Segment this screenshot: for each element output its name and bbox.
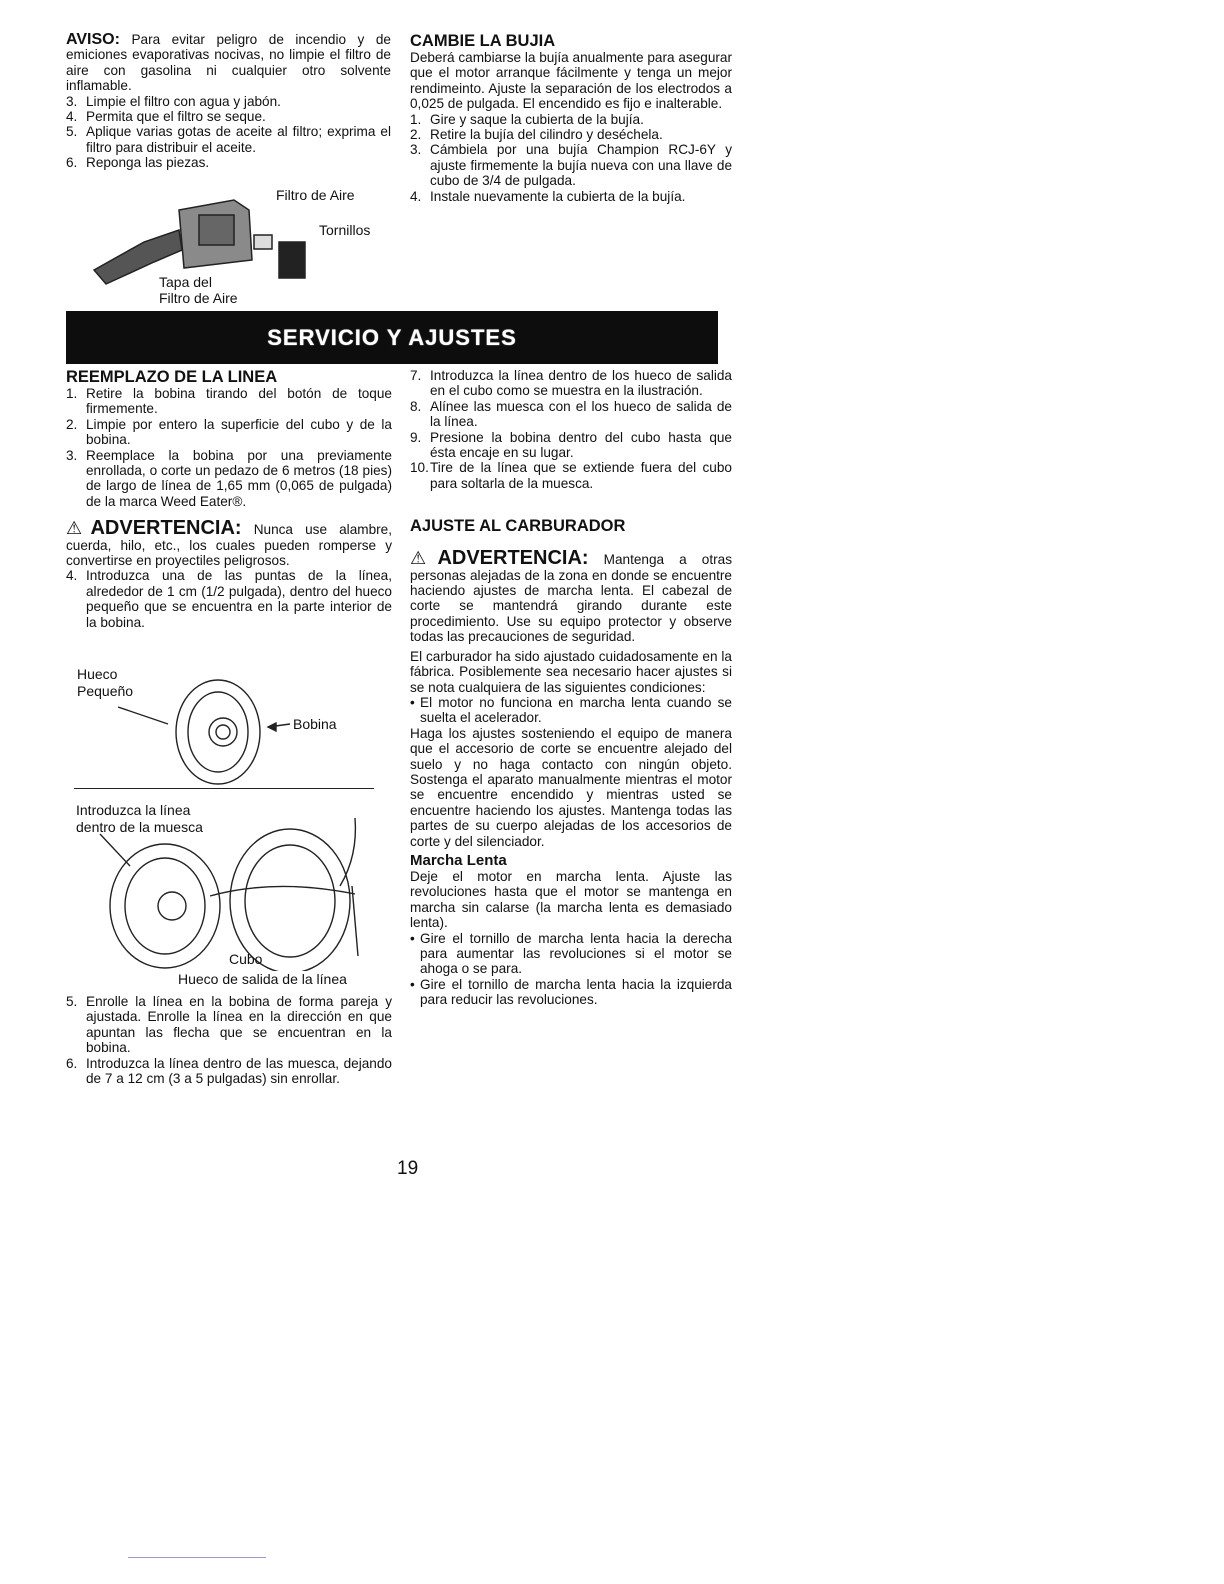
right-top-column [410,32,732,204]
cubo-label: Cubo [229,951,263,967]
reemplazo-step-4 [66,568,392,630]
bujia-intro: Deberá cambiarse la bujía anualmente para asegurar que el motor arranque fácilmente y tenga un mejor rendimeinto. Ajuste la separación de los electrodos a 0,025 de pulgada. El encendido es fijo e inalterable. [410,50,732,112]
hub-spool-illustration [90,816,380,971]
list-item: 3. Limpie el filtro con agua y jabón. [66,93,281,109]
list-item: 4. Introduzca una de las puntas de la línea, alrededor de 1 cm (1/2 pulgada), dentro del hueco pequeño que se encuentra en la parte interior de la bobina. [66,568,392,630]
tornillos-label: Tornillos [319,222,371,238]
hueco-salida-label: Hueco de salida de la línea [178,971,347,987]
marcha-lenta-para: Deje el motor en marcha lenta. Ajuste las revoluciones hasta que el motor se mantenga en marcha sin calarse (la marcha lenta es demasiado lenta). [410,868,732,931]
left-main-column [66,368,392,630]
list-item: 9. Presione la bobina dentro del cubo hasta que ésta encaje en su lugar. [410,429,732,461]
list-item: 1. Retire la bobina tirando del botón de toque firmemente. [66,386,392,417]
hueco-label: Hueco [77,666,118,682]
list-item: • Gire el tornillo de marcha lenta hacia la izquierda para reducir las revoluciones. [410,976,732,1008]
list-item: 6. Reponga las piezas. [66,155,210,171]
reemplazo-steps-b [66,994,392,1086]
list-item: 5. Enrolle la línea en la bobina de forma pareja y ajustada. Enrolle la línea en la dirección en que apuntan las flecha que se encuentran en la bobina. [66,994,392,1056]
list-item: 4. Permita que el filtro se seque. [66,109,266,125]
section-banner [66,311,718,364]
reemplazo-linea-title: REEMPLAZO DE LA LINEA [66,368,278,386]
spool-illustration [118,672,318,792]
bobina-label: Bobina [293,716,337,732]
figure-divider [74,788,374,789]
list-item: 2. Limpie por entero la superficie del cubo y de la bobina. [66,416,392,448]
list-item: • El motor no funciona en marcha lenta cuando se suelta el acelerador. [410,694,732,726]
carb-advertencia-label: ADVERTENCIA: [437,547,589,570]
left-top-column [66,32,391,171]
cambie-bujia-title: CAMBIE LA BUJIA [410,32,556,50]
carb-advertencia-line [410,547,733,645]
ajuste-carburador-title: AJUSTE AL CARBURADOR [410,517,626,536]
list-item: 4. Instale nuevamente la cubierta de la bujía. [410,188,686,204]
banner-title: SERVICIO Y AJUSTES [267,324,517,350]
footer-rule [128,1557,266,1558]
list-item: 1. Gire y saque la cubierta de la bujía. [410,111,644,127]
list-item: 8. Alínee las muesca con el los hueco de salida de la línea. [410,398,732,430]
list-item: 7. Introduzca la línea dentro de los hueco de salida en el cubo como se muestra en la ilustración. [410,368,732,399]
advertencia-text: Nunca use alambre, cuerda, hilo, etc., los cuales pueden romperse y convertirse en proyectiles peligrosos. [66,522,392,569]
filtro-aire-label: Filtro de Aire [276,187,355,203]
aviso-paragraph [66,32,391,94]
right-main-column [410,368,732,1008]
tapa-label-2: Filtro de Aire [159,290,238,306]
carburador-para-1: El carburador ha sido ajustado cuidadosamente en la fábrica. Posiblemente sea necesario hacer ajustes si se nota cualquiera de las siguientes condiciones: [410,648,732,695]
advertencia-label: ADVERTENCIA: [90,517,242,540]
carburador-bullet-list [410,695,732,726]
bujia-steps [410,112,732,204]
marcha-lenta-bullets [410,931,732,1008]
reemplazo-steps-a [66,386,392,509]
list-item: • Gire el tornillo de marcha lenta hacia la derecha para aumentar las revoluciones si el motor se ahoga o se para. [410,930,732,977]
tapa-label-1: Tapa del [159,274,212,290]
list-item: 3. Reemplace la bobina por una previamente enrollada, o corte un pedazo de 6 metros (18 pies) de largo de línea de 1,65 mm (0,065 de pulgada) de la marca Weed Eater®. [66,447,392,509]
introduzca-linea-label-1: Introduzca la línea [76,802,191,818]
warning-icon: ⚠ [410,548,438,569]
aviso-text: Para evitar peligro de incendio y de emiciones evaporativas nocivas, no limpie el filtro de aire con gasolina ni cualquier otro solvente inflamable. [66,32,391,94]
list-item: 10. Tire de la línea que se extiende fuera del cubo para soltarla de la muesca. [410,460,732,491]
list-item: 5. Aplique varias gotas de aceite al filtro; exprima el filtro para distribuir el aceite. [66,124,391,155]
list-item: 6. Introduzca la línea dentro de las muesca, dejando de 7 a 12 cm (3 a 5 pulgadas) sin enrollar. [66,1055,392,1087]
list-item: 2. Retire la bujía del cilindro y deséchela. [410,127,663,143]
filter-steps [66,94,391,171]
advertencia-line [66,517,392,569]
carb-advertencia-text: Mantenga a otras personas alejadas de la zona en donde se encuentre haciendo ajustes de marcha lenta. El cabezal de corte se mantendrá girando durante este procedimiento. Use su equipo protector y observe todas las precauciones de seguridad. [410,552,733,645]
introduzca-linea-label-2: dentro de la muesca [76,819,203,835]
marcha-lenta-title: Marcha Lenta [410,851,507,869]
reemplazo-steps-c [410,368,732,491]
aviso-label: AVISO: [66,31,120,48]
carburador-para-2: Haga los ajustes sosteniendo el equipo de manera que el accesorio de corte se encuentre alejado del suelo y no haga contacto con ningún objeto. Sostenga el aparato manualmente mientras el motor se encuentre encendido y mientras usted se encuentre haciendo los ajustes. Mantenga todas las partes de su cuerpo alejadas de los accesorios de corte y del silenciador. [410,725,732,849]
left-main-column-b [66,994,392,1086]
list-item: 3. Cámbiela por una bujía Champion RCJ-6Y y ajuste firmemente la bujía nueva con una llave de cubo de 3/4 de pulgada. [410,142,732,189]
pequeno-label: Pequeño [77,683,134,699]
warning-icon: ⚠ [66,518,91,539]
page-number: 19 [397,1158,419,1179]
